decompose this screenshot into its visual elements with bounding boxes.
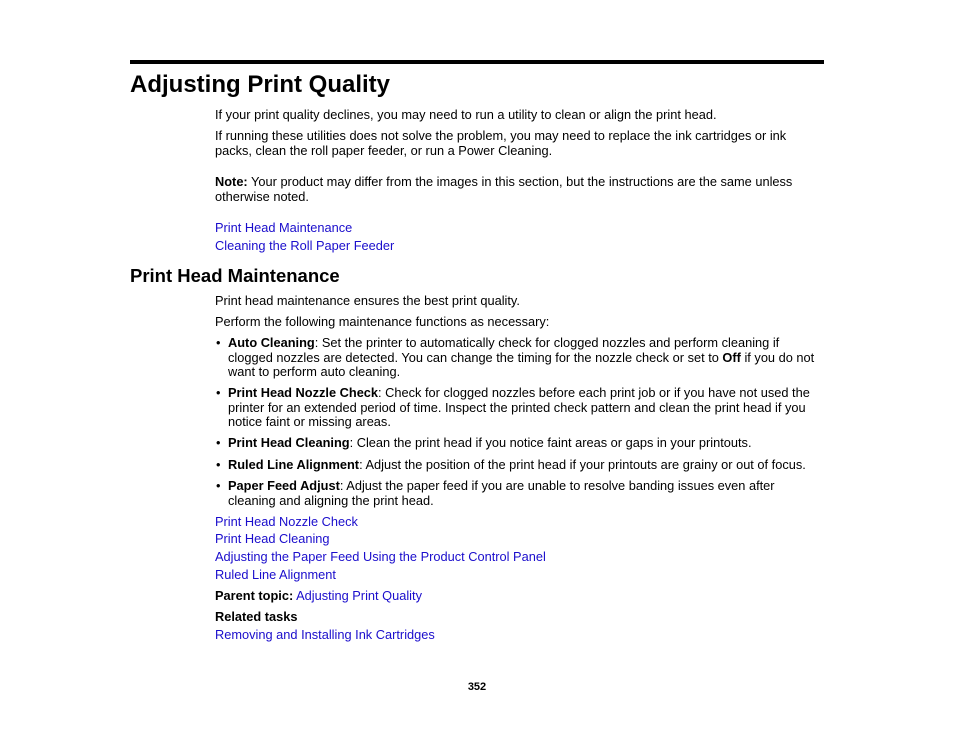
parent-topic [215,589,422,604]
bullet-text: : Set the printer to automatically check for clogged nozzles and perform cleaning if clogged nozzles are detected. You can change the timing for the nozzle check or set to [228,335,780,365]
bullet-term: Ruled Line Alignment [228,457,360,472]
bullet-text: : Clean the print head if you notice faint areas or gaps in your printouts. [349,435,752,450]
bullet-marker: • [216,457,221,472]
bullet-marker: • [216,385,221,400]
bullet-paper-feed [228,479,824,508]
bullet-ruled-line [228,458,824,473]
link-cleaning-roll-paper-feeder[interactable]: Cleaning the Roll Paper Feeder [215,238,395,253]
bullet-term-off: Off [722,349,741,365]
bullet-marker: • [216,335,221,350]
bullet-head-cleaning [228,436,824,451]
note-label: Note: [215,174,248,189]
bullet-auto-cleaning [228,336,824,380]
parent-topic-label: Parent topic: [215,588,294,603]
link-print-head-cleaning[interactable]: Print Head Cleaning [215,531,330,546]
section-heading: Print Head Maintenance [130,265,340,286]
bullet-term: Print Head Cleaning [228,435,350,450]
note-paragraph [215,175,815,204]
page-title: Adjusting Print Quality [130,71,391,98]
link-ruled-line-alignment[interactable]: Ruled Line Alignment [215,567,336,582]
bullet-marker: • [216,478,221,493]
note-text: Your product may differ from the images in this section, but the instructions are the same unless otherwise noted. [215,174,793,204]
section-paragraph-1: Print head maintenance ensures the best print quality. [215,293,520,308]
link-adjusting-paper-feed[interactable]: Adjusting the Paper Feed Using the Product Control Panel [215,549,546,564]
bullet-term: Print Head Nozzle Check [228,385,379,400]
bullet-term: Paper Feed Adjust [228,478,340,493]
bullet-text: : Adjust the position of the print head if your printouts are grainy or out of focus. [359,457,806,472]
bullet-text: if you do not want to perform auto cleaning. [228,349,815,379]
title-rule [130,60,824,64]
link-removing-installing-ink[interactable]: Removing and Installing Ink Cartridges [215,627,435,642]
bullet-term: Auto Cleaning [228,335,315,350]
link-print-head-maintenance[interactable]: Print Head Maintenance [215,220,353,235]
page-number: 352 [467,681,487,693]
related-tasks-label: Related tasks [215,609,298,624]
intro-paragraph-1: If your print quality declines, you may need to run a utility to clean or align the print head. [215,107,717,122]
bullet-marker: • [216,435,221,450]
bullet-nozzle-check [228,386,824,430]
link-print-head-nozzle-check[interactable]: Print Head Nozzle Check [215,514,358,529]
section-paragraph-2: Perform the following maintenance functions as necessary: [215,314,550,329]
bullet-text: : Adjust the paper feed if you are unable to resolve banding issues even after cleaning and aligning the print head. [228,478,775,508]
intro-paragraph-2: If running these utilities does not solve the problem, you may need to replace the ink cartridges or ink packs, clean the roll paper feeder, or run a Power Cleaning. [215,128,787,158]
bullet-text: : Check for clogged nozzles before each print job or if you have not used the printer for an extended period of time. Inspect the printed check pattern and clean the print head if you notice faint or missing areas. [228,385,810,429]
link-parent-topic[interactable]: Adjusting Print Quality [296,588,422,603]
